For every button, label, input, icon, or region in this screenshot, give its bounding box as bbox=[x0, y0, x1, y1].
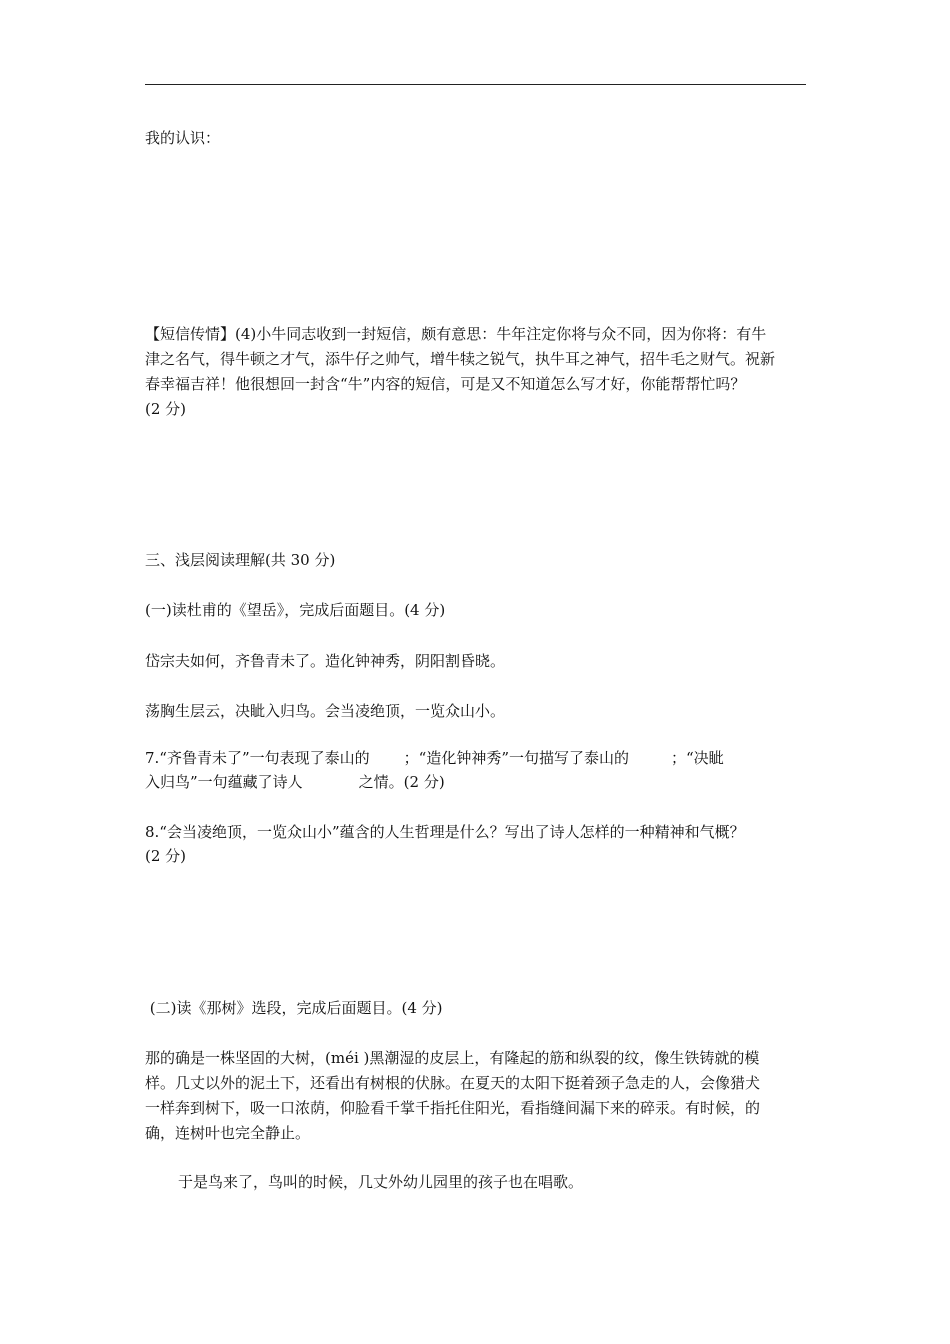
q7-part-a: 7.“齐鲁青未了”一句表现了泰山的 bbox=[145, 749, 370, 767]
sms-line: 【短信传情】(4)小牛同志收到一封短信，颇有意思：牛年注定你将与众不同，因为你将：有牛 bbox=[145, 325, 767, 343]
question-8 bbox=[145, 820, 815, 868]
q8-line-1: 8.“会当凌绝顶，一览众山小”蕴含的人生哲理是什么？写出了诗人怎样的一种精神和气概？ bbox=[145, 823, 745, 841]
passage-paragraph-2: 于是鸟来了，鸟叫的时候，几丈外幼儿园里的孩子也在唱歌。 bbox=[178, 1173, 584, 1191]
passage-line: 确，连树叶也完全静止。 bbox=[145, 1124, 311, 1142]
q7-part-d: 入归鸟”一句蕴藏了诗人 bbox=[145, 773, 303, 791]
passage-paragraph-1 bbox=[145, 1046, 815, 1146]
poem-line-1: 岱宗夫如何，齐鲁青未了。造化钟神秀，阴阳割昏晓。 bbox=[145, 652, 506, 670]
question-7 bbox=[145, 746, 815, 794]
part2-title: (二)读《那树》选段，完成后面题目。(4 分) bbox=[145, 999, 443, 1017]
my-understanding-label: 我的认识： bbox=[145, 129, 221, 147]
sms-line: 春幸福吉祥！他很想回一封含“牛”内容的短信，可是又不知道怎么写才好，你能帮帮忙吗？ bbox=[145, 375, 746, 393]
part1-title: (一)读杜甫的《望岳》，完成后面题目。(4 分) bbox=[145, 601, 446, 619]
sms-line: 津之名气，得牛顿之才气，添牛仔之帅气，增牛犊之锐气，执牛耳之神气，招牛毛之财气。祝新 bbox=[145, 350, 776, 368]
header-rule bbox=[145, 84, 806, 85]
passage-line: 样。几丈以外的泥土下，还看出有树根的伏脉。在夏天的太阳下挺着颈子急走的人，会像猎犬 bbox=[145, 1074, 761, 1092]
q7-part-b: ；“造化钟神秀”一句描写了泰山的 bbox=[403, 749, 629, 767]
section3-title: 三、浅层阅读理解(共 30 分) bbox=[145, 551, 336, 569]
q7-part-c: ；“决眦 bbox=[671, 749, 724, 767]
poem-line-2: 荡胸生层云，决眦入归鸟。会当凌绝顶，一览众山小。 bbox=[145, 702, 506, 720]
passage-line: 那的确是一株坚固的大树，(méi )黑潮湿的皮层上，有隆起的筋和纵裂的纹，像生铁铸就的模 bbox=[145, 1049, 760, 1067]
passage-line: 一样奔到树下，吸一口浓荫，仰脸看千掌千指托住阳光，看指缝间漏下来的碎汞。有时候，的 bbox=[145, 1099, 761, 1117]
q8-line-2: (2 分) bbox=[145, 847, 187, 865]
sms-question bbox=[145, 322, 815, 422]
sms-line: (2 分) bbox=[145, 400, 187, 418]
q7-part-e: 之情。(2 分) bbox=[358, 773, 445, 791]
